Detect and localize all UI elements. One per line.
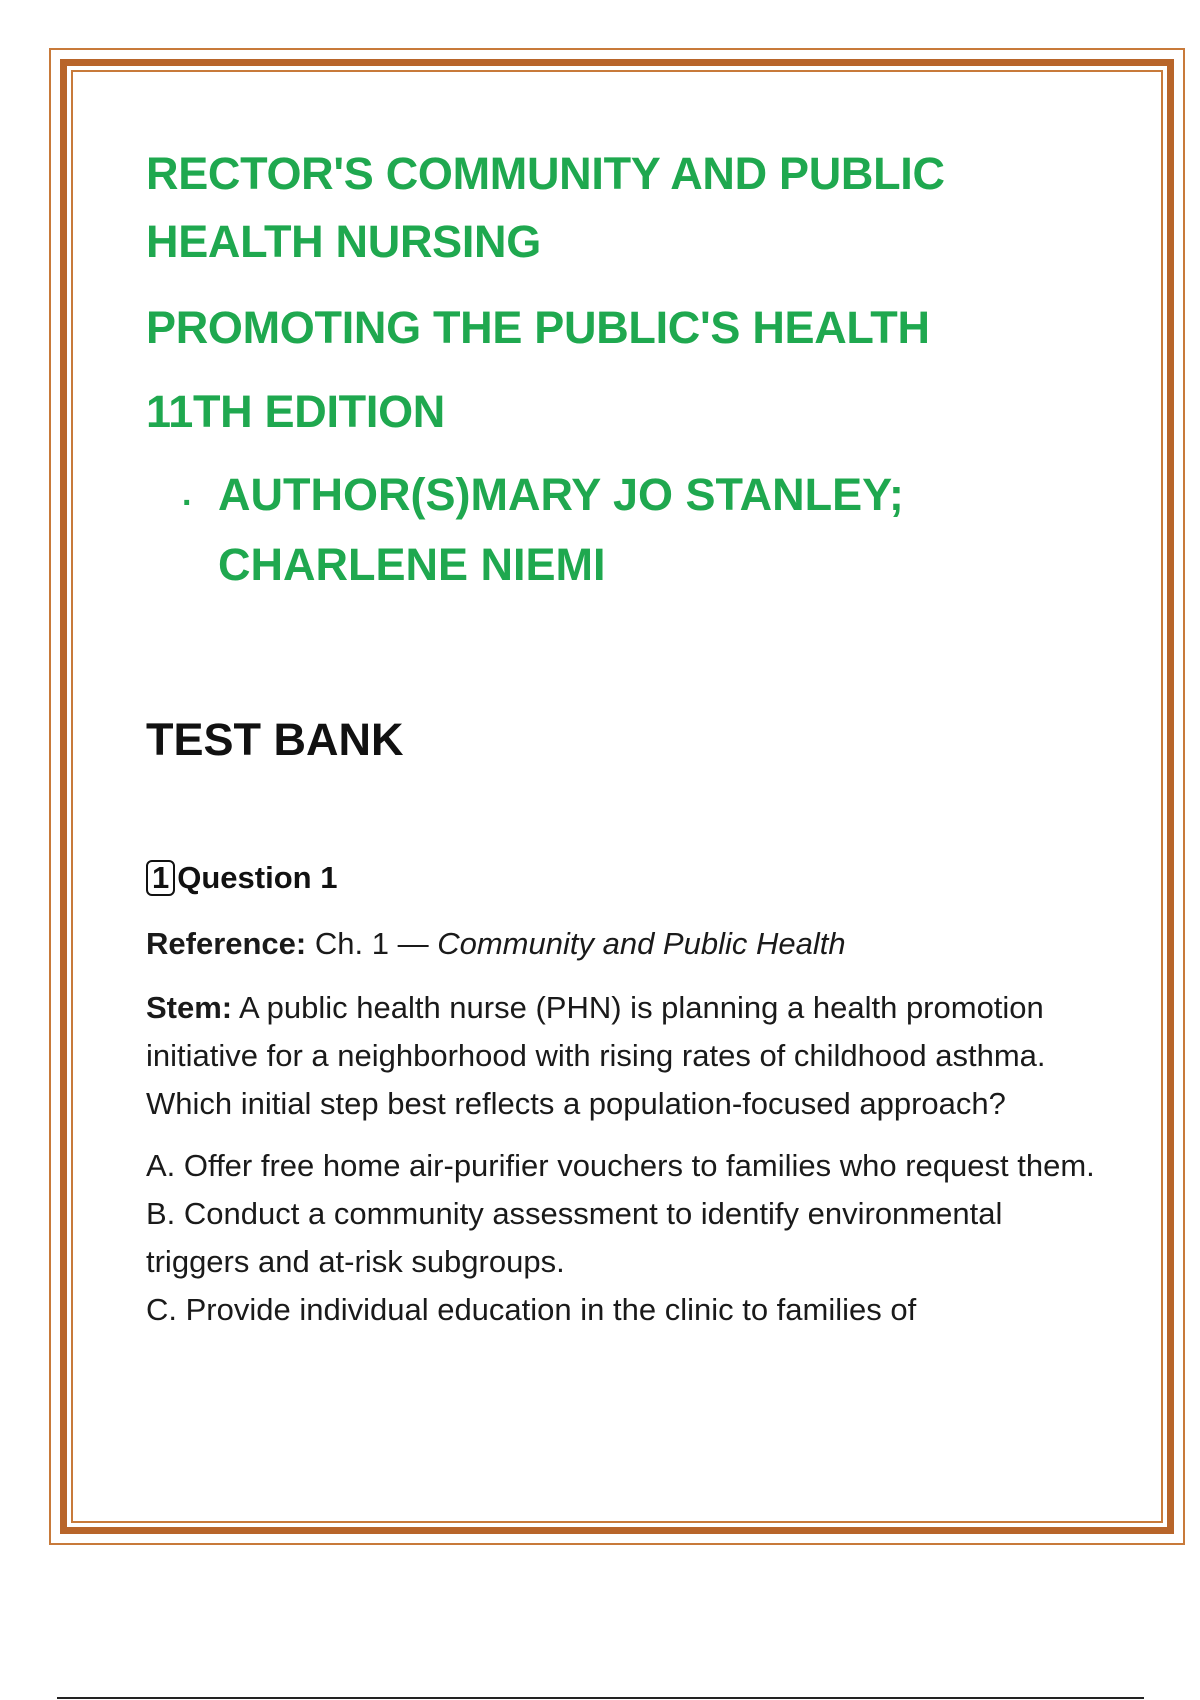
book-title (146, 140, 1096, 276)
answer-option-c: C. Provide individual education in the clinic to families of (146, 1292, 917, 1327)
book-title-line-1: RECTOR'S COMMUNITY AND PUBLIC (146, 148, 945, 199)
question-stem (146, 984, 1086, 1128)
question-number-badge: 1 (146, 860, 175, 896)
stem-text: A public health nurse (PHN) is planning a health promotion initiative for a neighborhood with rising rates of childhood asthma. Which initial step best reflects a population-focused approach? (146, 990, 1046, 1121)
section-heading: TEST BANK (146, 714, 404, 765)
book-subtitle: PROMOTING THE PUBLIC'S HEALTH (146, 302, 930, 353)
question-heading (146, 858, 1096, 898)
answer-option-a: A. Offer free home air-purifier vouchers to families who request them. (146, 1148, 1095, 1183)
authors-line-1: AUTHOR(S)MARY JO STANLEY; (218, 469, 904, 520)
footer-divider (57, 1697, 1144, 1699)
bullet-icon: . (182, 475, 192, 513)
authors-line-2: CHARLENE NIEMI (218, 539, 606, 590)
reference-label: Reference: (146, 926, 307, 961)
question-reference (146, 920, 1096, 968)
page-content (146, 140, 1096, 1334)
reference-chapter: Ch. 1 — (314, 926, 429, 961)
book-edition: 11TH EDITION (146, 386, 445, 437)
answer-option-b: B. Conduct a community assessment to identify environmental triggers and at-risk subgroups. (146, 1196, 1003, 1279)
stem-label: Stem: (146, 990, 233, 1025)
reference-title: Community and Public Health (437, 926, 846, 961)
question-heading-label: Question 1 (177, 860, 338, 895)
book-title-line-2: HEALTH NURSING (146, 216, 541, 267)
answer-options (146, 1142, 1096, 1334)
authors-list-item (146, 460, 1096, 600)
